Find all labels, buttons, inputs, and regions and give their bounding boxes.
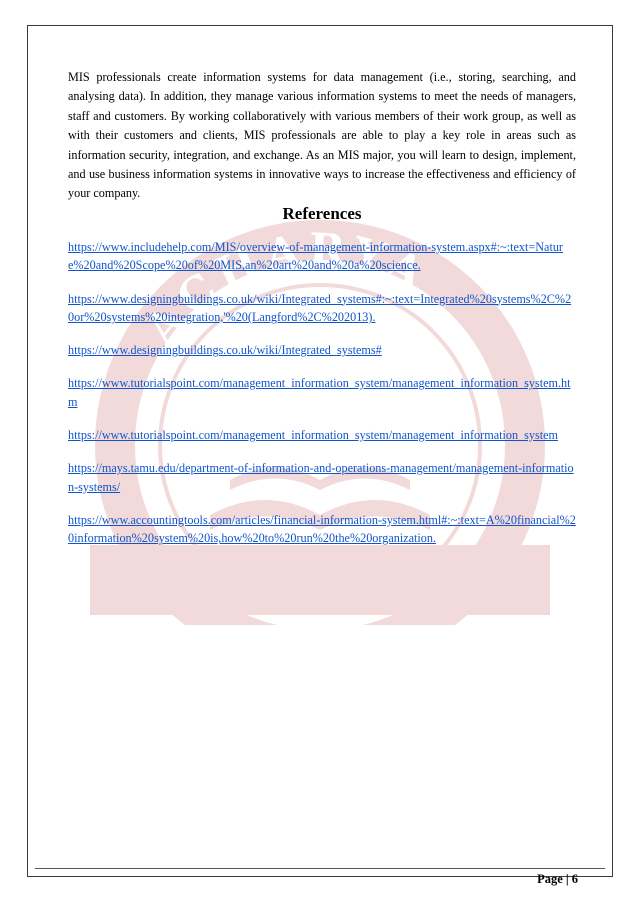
reference-link[interactable]: https://www.accountingtools.com/articles/financial-information-system.html#:~:text=A%20financial%20information%20system%20is,how%20to%20run%20the%20organization. (68, 512, 576, 546)
reference-link[interactable]: https://www.tutorialspoint.com/management_information_system/management_information_system.htm (68, 376, 571, 409)
footer-divider (35, 868, 605, 869)
watermark-text: ACHARYA (135, 224, 437, 355)
reference-item (68, 459, 576, 496)
body-paragraph: MIS professionals create information systems for data management (i.e., storing, searching, and analysing data). In addition, they manage various information systems to meet the needs of managers, staff and customers. By working collaboratively with various members of their work group, as well as with their customers and clients, MIS professionals are able to play a key role in areas such as information security, integration, and exchange. As an MIS major, you will learn to design, implement, and use business information systems in innovative ways to increase the effectiveness and efficiency of your company. (68, 70, 576, 201)
reference-item (68, 341, 576, 360)
references-list (68, 238, 576, 548)
page-number: Page | 6 (537, 872, 578, 886)
reference-link[interactable]: https://www.designingbuildings.co.uk/wiki/Integrated_systems#:~:text=Integrated%20systems%2C%20or%20systems%20integration,'%20(Langford%2C%202013). (68, 291, 572, 325)
page-content (68, 68, 576, 562)
reference-link[interactable]: https://www.tutorialspoint.com/management_information_system/management_information_system (68, 428, 559, 442)
reference-link[interactable]: https://www.designingbuildings.co.uk/wiki/Integrated_systems# (68, 343, 382, 358)
references-heading: References (282, 203, 362, 223)
reference-link[interactable]: https://mays.tamu.edu/department-of-information-and-operations-management/management-information-systems/ (68, 461, 574, 494)
reference-item (68, 290, 576, 327)
reference-link[interactable]: https://www.includehelp.com/MIS/overview-of-management-information-system.aspx#:~:text=Nature%20and%20Scope%20of%20MIS,an%20art%20and%20a%20science. (68, 239, 563, 273)
reference-item (68, 511, 576, 548)
reference-item (68, 374, 576, 411)
reference-item (68, 426, 576, 445)
reference-item (68, 238, 576, 275)
